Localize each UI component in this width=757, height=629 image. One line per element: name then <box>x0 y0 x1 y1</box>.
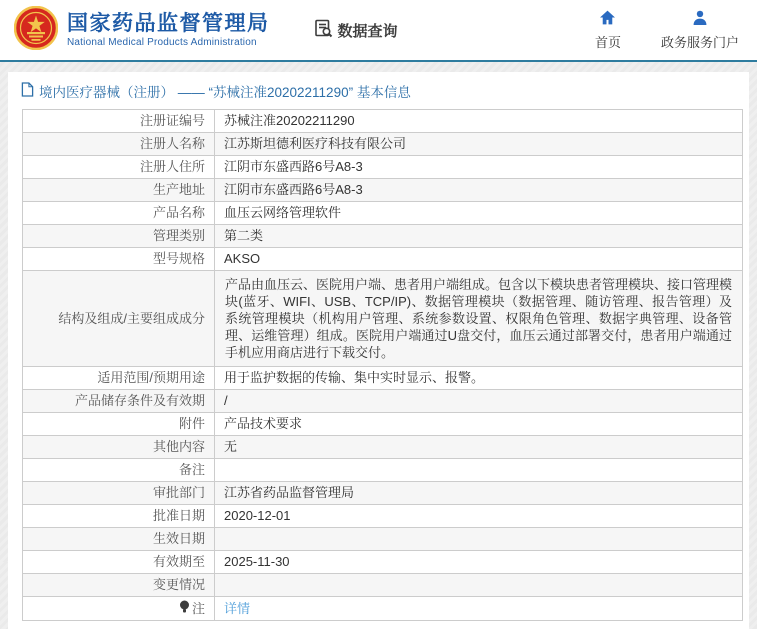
row-label: 注册人住所 <box>23 156 215 179</box>
row-label: 审批部门 <box>23 482 215 505</box>
national-emblem-icon <box>14 6 58 55</box>
row-label: 附件 <box>23 413 215 436</box>
table-row <box>23 248 743 271</box>
user-icon <box>692 10 708 28</box>
row-label: 产品名称 <box>23 202 215 225</box>
detail-link[interactable]: 详情 <box>224 600 251 616</box>
table-row <box>23 597 743 621</box>
table-row <box>23 574 743 597</box>
table-row <box>23 156 743 179</box>
nav-home-label: 首页 <box>594 34 621 50</box>
row-value: 江阴市东盛西路6号A8-3 <box>215 156 743 179</box>
table-row <box>23 459 743 482</box>
row-value: 江苏斯坦德利医疗科技有限公司 <box>215 133 743 156</box>
org-name-en: National Medical Products Administration <box>67 37 257 48</box>
row-label: 备注 <box>23 459 215 482</box>
row-value: 用于监护数据的传输、集中实时显示、报警。 <box>215 367 743 390</box>
row-value: 江阴市东盛西路6号A8-3 <box>215 179 743 202</box>
row-label: 型号规格 <box>23 248 215 271</box>
row-label: 变更情况 <box>23 574 215 597</box>
row-value: 血压云网络管理软件 <box>215 202 743 225</box>
table-row <box>23 436 743 459</box>
nav-portal-label: 政务服务门户 <box>660 34 739 50</box>
row-label: 批准日期 <box>23 505 215 528</box>
row-value: 苏械注准20202211290 <box>215 110 743 133</box>
row-value: 产品由血压云、医院用户端、患者用户端组成。包含以下模块患者管理模块、接口管理模块(蓝牙、WIFI、USB、TCP/IP)、数据管理模块（数据管理、随访管理、报告管理）及系统管理模块（机构用户管理、系统参数设置、权限角色管理、数据字典管理、设备管理、运维管理）组成。医院用户端通过U盘交付，血压云通过部署交付，患者用户端通过手机应用商店进行下载交付。 <box>215 271 743 367</box>
table-row <box>23 528 743 551</box>
table-row <box>23 179 743 202</box>
nav-data-query[interactable] <box>314 19 398 42</box>
row-label-note: 注 <box>23 597 215 621</box>
row-label: 产品储存条件及有效期 <box>23 390 215 413</box>
row-label: 生产地址 <box>23 179 215 202</box>
nav-data-query-label: 数据查询 <box>337 22 398 40</box>
row-label: 有效期至 <box>23 551 215 574</box>
page-icon <box>21 82 34 100</box>
table-row <box>23 367 743 390</box>
row-value: / <box>215 390 743 413</box>
bulb-icon <box>179 600 190 617</box>
table-row <box>23 202 743 225</box>
home-icon <box>599 10 616 28</box>
table-row <box>23 390 743 413</box>
row-label: 结构及组成/主要组成成分 <box>23 271 215 367</box>
row-value <box>215 528 743 551</box>
table-row <box>23 551 743 574</box>
org-name-cn: 国家药品监督管理局 <box>67 12 270 35</box>
nmpa-logo <box>14 6 270 55</box>
page-title-text: 境内医疗器械（注册） —— “苏械注准20202211290” 基本信息 <box>39 85 411 100</box>
page-title <box>8 72 749 109</box>
site-header <box>0 0 757 62</box>
row-value <box>215 459 743 482</box>
row-label: 生效日期 <box>23 528 215 551</box>
content-panel <box>8 72 749 629</box>
row-label: 适用范围/预期用途 <box>23 367 215 390</box>
row-label: 其他内容 <box>23 436 215 459</box>
row-label: 注册人名称 <box>23 133 215 156</box>
document-search-icon <box>314 19 333 42</box>
table-row <box>23 133 743 156</box>
table-row <box>23 413 743 436</box>
nav-home[interactable] <box>595 10 621 51</box>
row-value: 2025-11-30 <box>215 551 743 574</box>
nav-portal[interactable] <box>661 10 739 51</box>
row-value: 江苏省药品监督管理局 <box>215 482 743 505</box>
row-value: 2020-12-01 <box>215 505 743 528</box>
row-label: 注册证编号 <box>23 110 215 133</box>
row-value: 产品技术要求 <box>215 413 743 436</box>
table-row <box>23 482 743 505</box>
header-nav <box>595 10 739 51</box>
row-value: 无 <box>215 436 743 459</box>
table-row <box>23 271 743 367</box>
table-row <box>23 225 743 248</box>
row-value: 第二类 <box>215 225 743 248</box>
table-row <box>23 505 743 528</box>
row-label: 管理类别 <box>23 225 215 248</box>
row-value: AKSO <box>215 248 743 271</box>
table-row <box>23 110 743 133</box>
row-value <box>215 574 743 597</box>
registration-info-table <box>22 109 743 621</box>
